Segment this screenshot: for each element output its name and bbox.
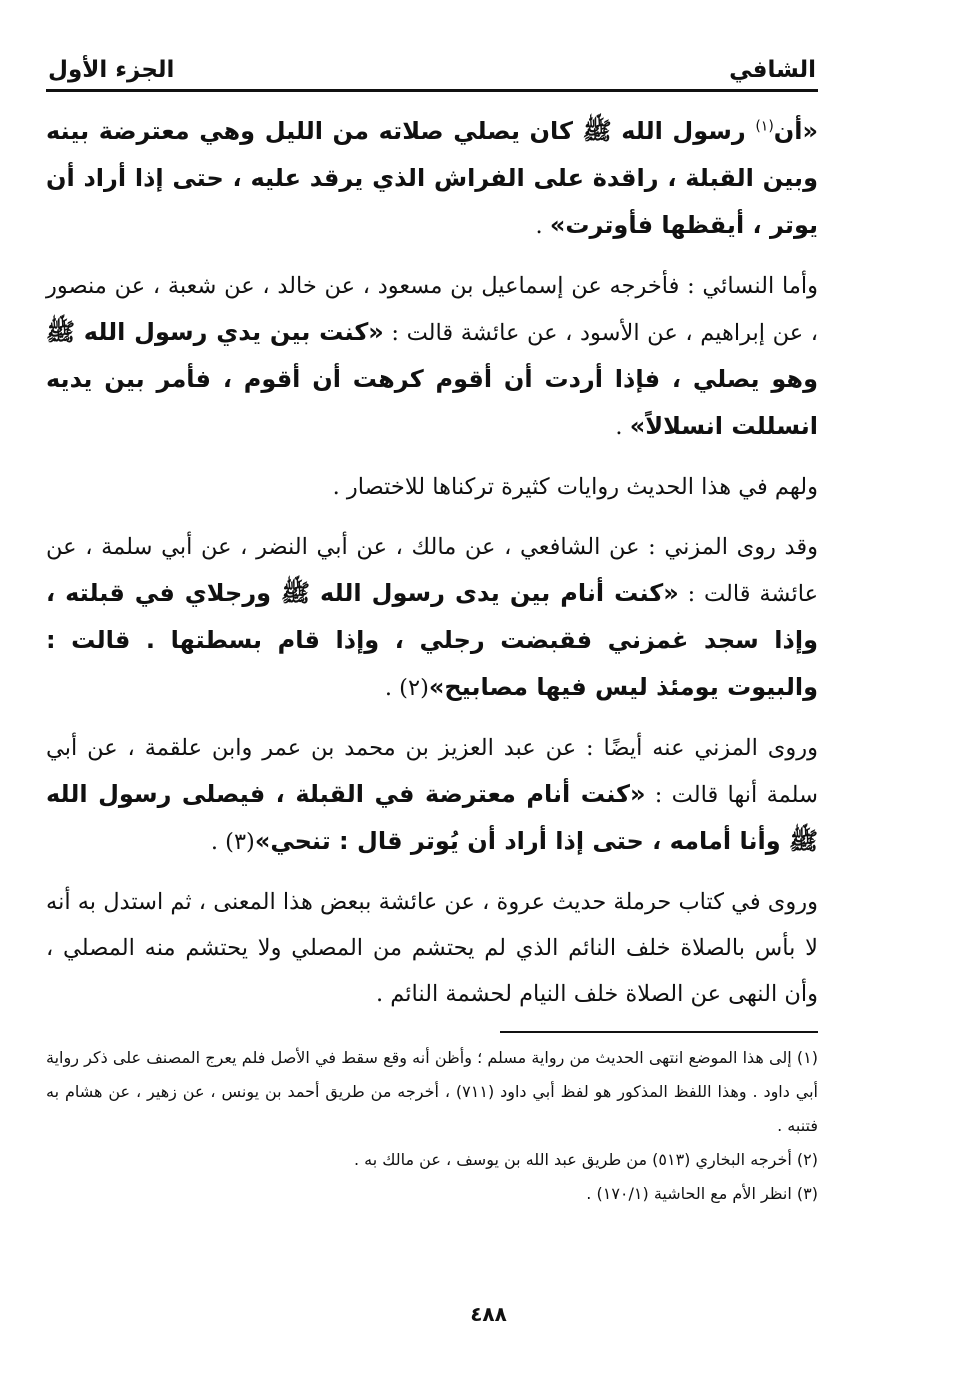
footnotes xyxy=(46,1041,818,1211)
paragraph-plain-text: وقد روى المزني : عن الشافعي ، عن مالك ، عن أبي النضر ، عن أبي سلمة ، عن عائشة قالت : xyxy=(46,534,818,607)
paragraph-plain-text: (٣) . xyxy=(210,829,255,855)
paragraph-plain-text: وروى في كتاب حرملة حديث عروة ، عن عائشة ببعض هذا المعنى ، ثم استدل به أنه لا بأس بالصلاة خلف النائم الذي لم يحتشم من المصلي ولا يحتشم منه المصلي ، وأن النهى عن الصلاة خلف النيام لحشمة النائم . xyxy=(46,889,818,1007)
footnote: (١) إلى هذا الموضع انتهى الحديث من رواية مسلم ؛ وأظن أنه وقع سقط في الأصل فلم يعرج المصنف على ذكر رواية أبي داود . وهذا اللفظ المذكور هو لفظ أبي داود (٧١١) ، أخرجه من طريق أحمد بن يونس ، عن زهير ، عن هشام به فتنبه . xyxy=(46,1048,819,1135)
paragraph xyxy=(46,725,818,865)
hadith-quote: رسول الله ﷺ كان يصلي صلاته من الليل وهي معترضة بينه وبين القبلة ، راقدة على الفراش الذي يرقد عليه ، حتى إذا أراد أن يوتر ، أيقظها فأوترت» xyxy=(46,117,818,239)
footnote-reference: (١) xyxy=(755,118,774,135)
footnote: (٣) انظر الأم مع الحاشية (١٧٠/١) . xyxy=(586,1184,818,1203)
paragraph xyxy=(46,263,818,450)
main-text xyxy=(46,108,818,1017)
hadith-quote: «كنت أنام معترضة في القبلة ، فيصلى رسول الله ﷺ وأنا أمامه ، حتى إذا أراد أن يُوتر قال : تنحي» xyxy=(46,780,818,855)
paragraph-plain-text: . xyxy=(615,414,630,440)
paragraph-plain-text: ولهم في هذا الحديث روايات كثيرة تركناها للاختصار . xyxy=(332,474,818,500)
footnote-separator xyxy=(500,1031,818,1033)
paragraph xyxy=(46,524,818,711)
hadith-quote: «كنت بين يدي رسول الله ﷺ وهو يصلي ، فإذا أردت أن أقوم كرهت أن أقوم ، فأمر بين يديه انسللت انسلالاً» xyxy=(46,318,818,440)
running-header xyxy=(46,50,818,92)
book-page xyxy=(46,50,818,1211)
paragraph-plain-text: وروى المزني عنه أيضًا : عن عبد العزيز بن محمد بن عمر وابن علقمة ، عن أبي سلمة أنها قالت : xyxy=(46,735,818,808)
volume-label: الجزء الأول xyxy=(48,57,175,83)
paragraph-plain-text: وأما النسائي : فأخرجه عن إسماعيل بن مسعود ، عن خالد ، عن شعبة ، عن منصور ، عن إبراهيم ، عن الأسود ، عن عائشة قالت : xyxy=(46,273,819,346)
book-title: الشافي xyxy=(729,57,816,83)
paragraph-plain-text: (٢) . xyxy=(384,675,429,701)
page-number: ٤٨٨ xyxy=(470,1302,507,1326)
paragraph xyxy=(46,464,818,510)
paragraph-plain-text: . xyxy=(535,213,550,239)
hadith-quote: «كنت أنام بين يدى رسول الله ﷺ ورجلاي في قبلته ، وإذا سجد غمزني فقبضت رجلي ، وإذا قام بسطتها . قالت : والبيوت يومئذ ليس فيها مصابيح» xyxy=(46,579,818,701)
paragraph xyxy=(46,879,818,1017)
footnote: (٢) أخرجه البخاري (٥١٣) من طريق عبد الله بن يوسف ، عن مالك به . xyxy=(353,1150,818,1169)
hadith-quote-opening: «أن xyxy=(773,117,818,145)
paragraph xyxy=(46,108,818,249)
